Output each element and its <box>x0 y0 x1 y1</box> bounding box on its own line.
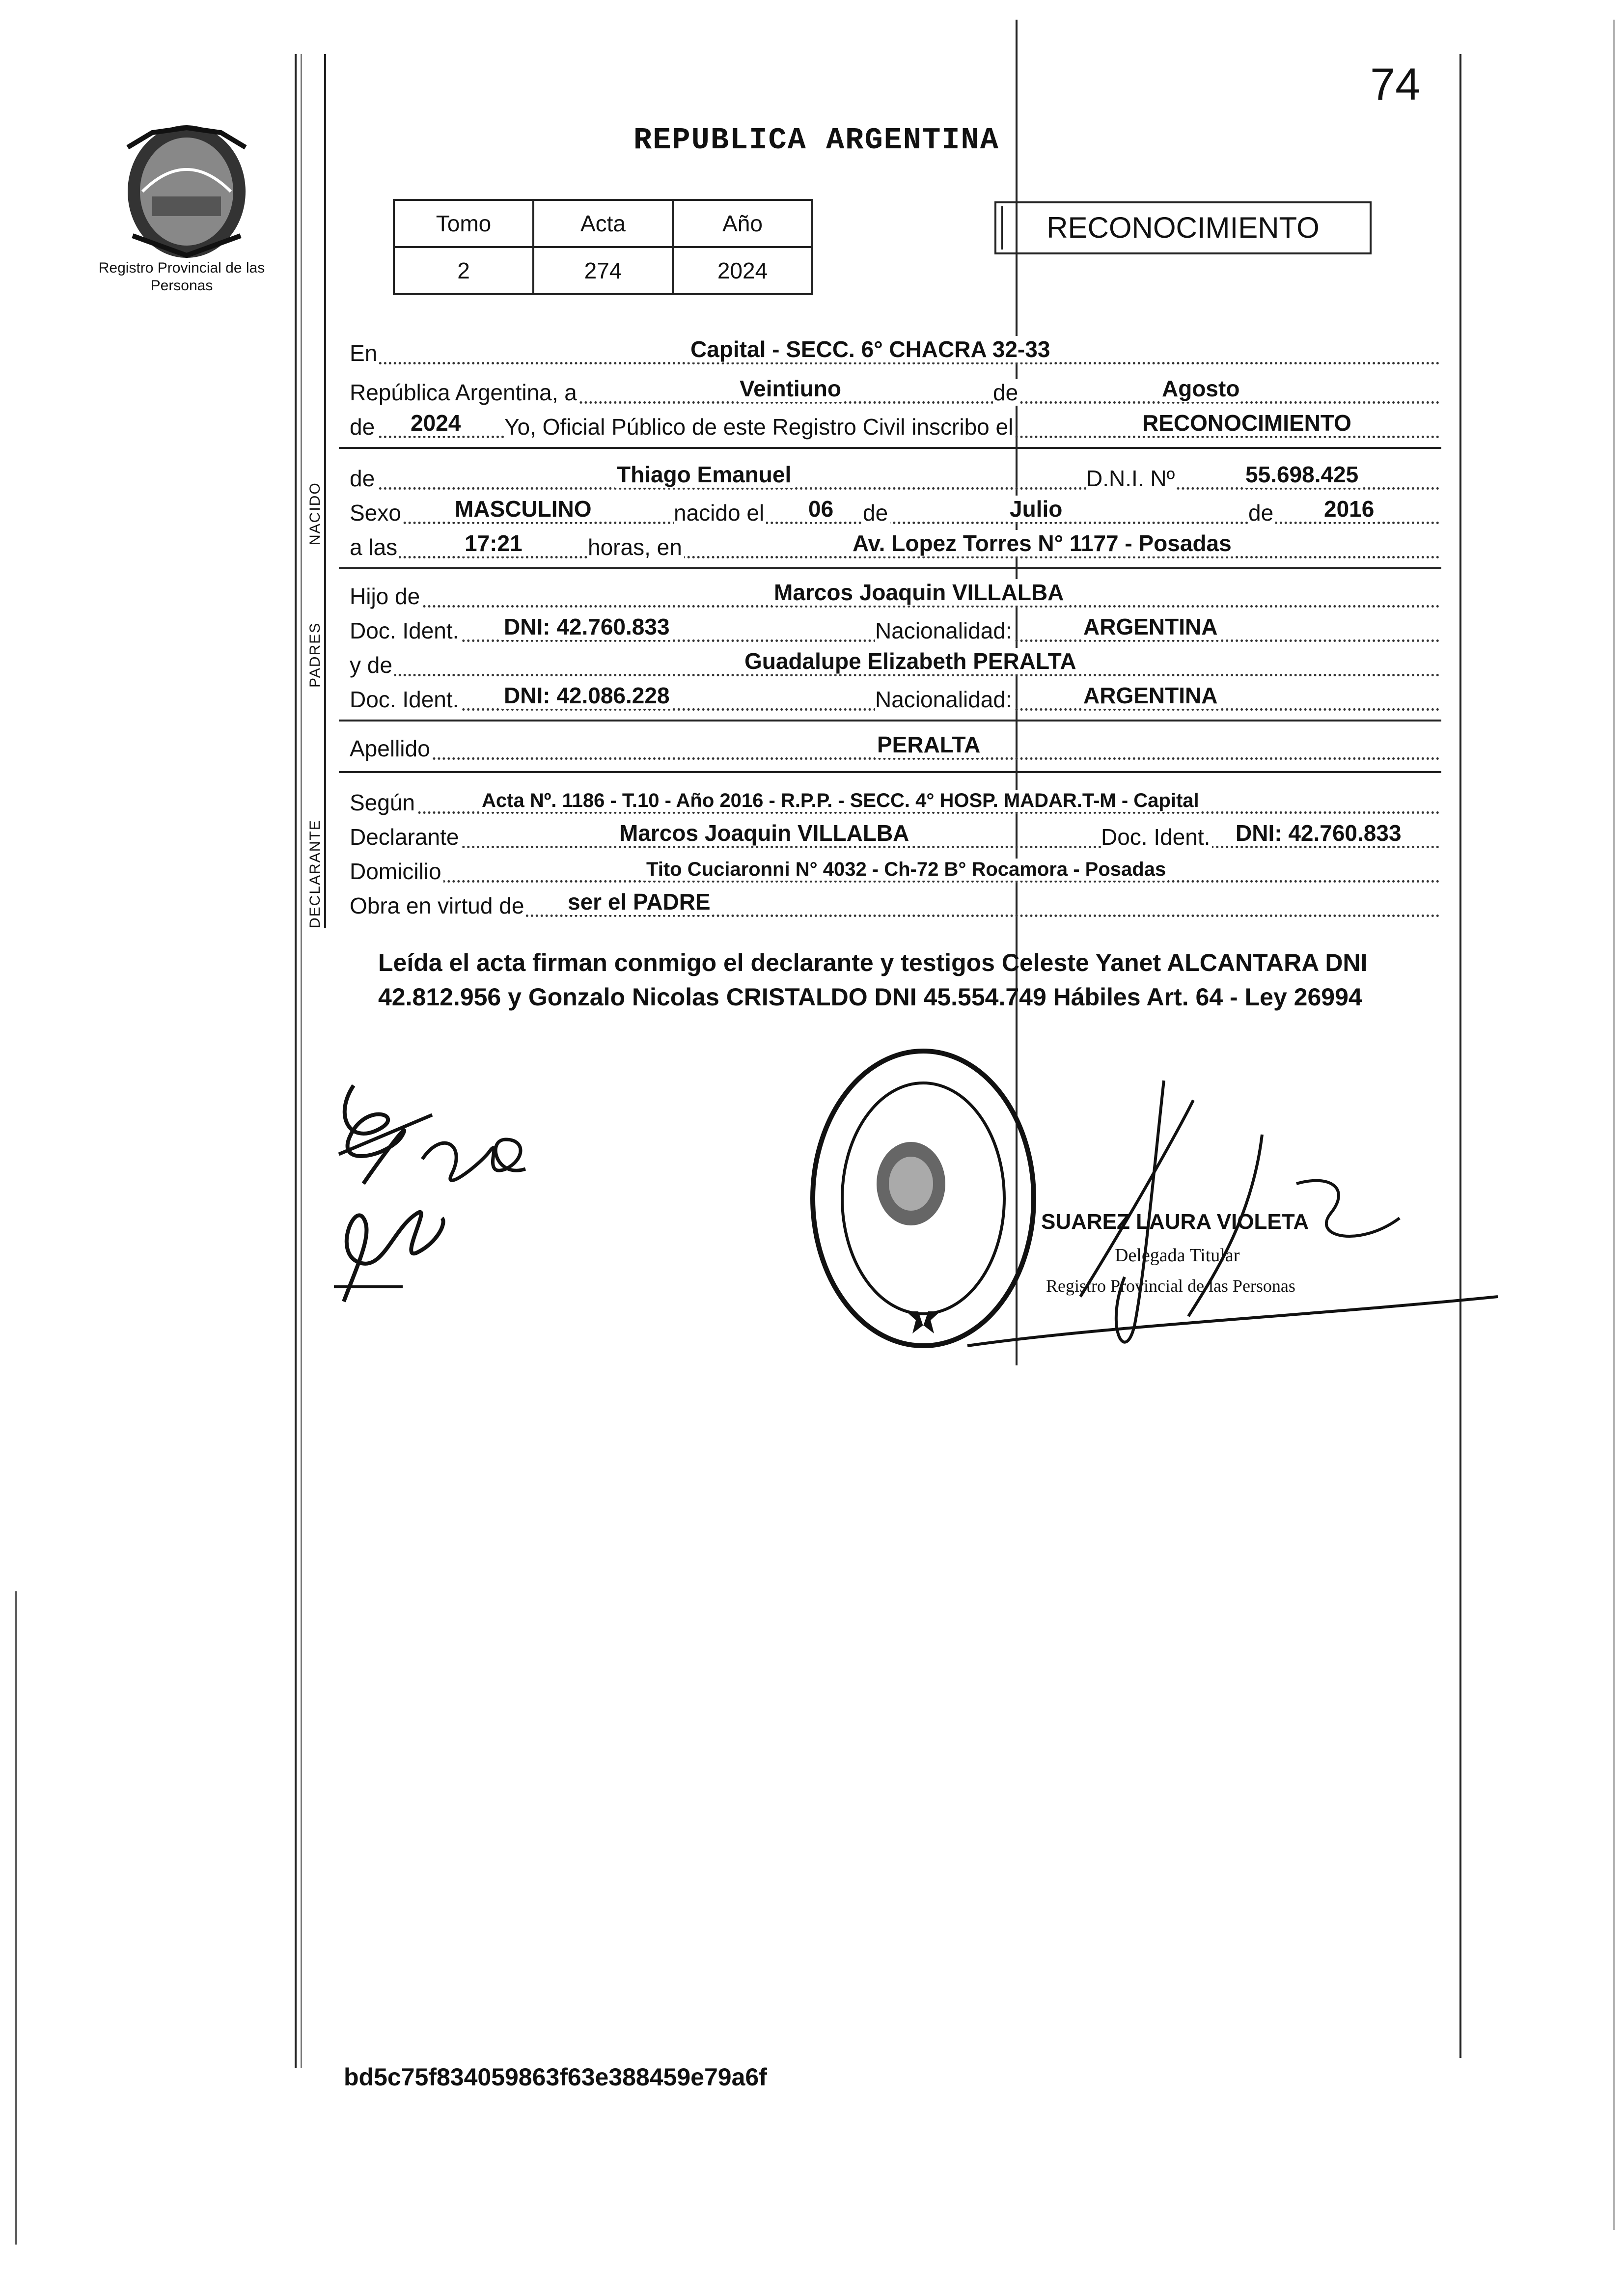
de-label: de <box>993 379 1020 406</box>
row-padre-doc <box>350 616 1440 646</box>
section-divider <box>339 771 1441 773</box>
de-label: de <box>1248 499 1275 526</box>
left-margin-line <box>295 54 297 2068</box>
padre-dni: DNI: 42.760.833 <box>502 613 672 640</box>
closing-note: Leída el acta firman conmigo el declarante y testigos Celeste Yanet ALCANTARA DNI 42.812.956 y Gonzalo Nicolas CRISTALDO DNI 45.554.749 Hábiles Art. 64 - Ley 26994 <box>378 949 1368 1011</box>
anio-value: 2024 <box>409 410 463 436</box>
tomo-header: Tomo <box>394 200 533 247</box>
left-margin-line-inner <box>301 54 302 2068</box>
document-type-box: RECONOCIMIENTO <box>994 201 1372 254</box>
padre-value: Marcos Joaquin VILLALBA <box>772 579 1066 606</box>
tomo-value: 2 <box>394 247 533 294</box>
sexo-label: Sexo <box>350 499 403 526</box>
domicilio-value: Tito Cuciaronni N° 4032 - Ch-72 B° Rocamora - Posadas <box>644 859 1168 881</box>
document-title: REPUBLICA ARGENTINA <box>633 123 999 158</box>
nombre-value: Thiago Emanuel <box>615 461 793 488</box>
madre-nacionalidad: ARGENTINA <box>1081 682 1219 709</box>
apellido-label: Apellido <box>350 735 432 762</box>
nacionalidad-label: Nacionalidad: <box>875 617 1014 644</box>
obra-value: ser el PADRE <box>566 888 713 915</box>
row-inscribo <box>350 410 1440 442</box>
inscribo-value: RECONOCIMIENTO <box>1140 410 1353 436</box>
lugar-value: Av. Lopez Torres N° 1177 - Posadas <box>851 530 1234 556</box>
row-apellido <box>350 734 1440 764</box>
nacido-anio: 2016 <box>1322 496 1376 522</box>
nacido-dia: 06 <box>806 496 835 522</box>
left-border-line <box>324 54 326 928</box>
reference-table <box>393 199 813 295</box>
official-signature <box>958 1071 1498 1375</box>
row-declarante <box>350 820 1440 852</box>
row-padre <box>350 582 1440 611</box>
sexo-value: MASCULINO <box>453 496 594 522</box>
witness-signatures <box>319 1056 575 1321</box>
doc-ident-label: Doc. Ident. <box>350 617 461 644</box>
obra-label: Obra en virtud de <box>350 892 526 919</box>
declarante-label: Declarante <box>350 824 461 850</box>
madre-dni: DNI: 42.086.228 <box>502 682 672 709</box>
edge-line <box>15 1591 17 2245</box>
de-label: de <box>350 414 377 440</box>
stamp-role: Delegada Titular <box>1115 1245 1240 1266</box>
row-domicilio <box>350 857 1440 887</box>
anio-header: Año <box>673 200 812 247</box>
de-label: de <box>863 499 890 526</box>
stamp-office: Registro Provincial de las Personas <box>1046 1276 1295 1296</box>
edge-line <box>1613 20 1615 2230</box>
acta-header: Acta <box>533 200 673 247</box>
nacido-label: nacido el <box>674 499 766 526</box>
alas-label: a las <box>350 534 399 560</box>
row-segun <box>350 788 1440 818</box>
section-divider <box>339 720 1441 721</box>
row-obra <box>350 891 1440 921</box>
row-nombre <box>350 464 1440 494</box>
horas-en-label: horas, en <box>588 534 684 560</box>
section-divider <box>339 567 1441 569</box>
hijo-label: Hijo de <box>350 583 422 610</box>
page-number: 74 <box>1370 59 1421 110</box>
dia-value: Veintiuno <box>738 375 843 402</box>
de-label: de <box>350 465 377 492</box>
misiones-seal-logo <box>113 118 260 265</box>
row-madre <box>350 648 1440 680</box>
declarante-doc-label: Doc. Ident. <box>1101 824 1212 850</box>
en-label: En <box>350 340 379 366</box>
row-madre-doc <box>350 685 1440 715</box>
side-label-declarante: DECLARANTE <box>307 819 323 928</box>
madre-value: Guadalupe Elizabeth PERALTA <box>743 648 1078 674</box>
padre-nacionalidad: ARGENTINA <box>1081 613 1219 640</box>
declarante-dni: DNI: 42.760.833 <box>1234 820 1404 846</box>
segun-label: Según <box>350 789 417 816</box>
nacionalidad-label: Nacionalidad: <box>875 686 1014 713</box>
hora-value: 17:21 <box>463 530 524 556</box>
acta-value: 274 <box>533 247 673 294</box>
section-divider <box>339 447 1441 449</box>
row-en <box>350 336 1440 368</box>
stamp-name: SUAREZ LAURA VIOLETA <box>1041 1210 1309 1234</box>
registry-caption: Registro Provincial de las Personas <box>98 260 265 294</box>
side-label-padres: PADRES <box>307 622 323 688</box>
segun-value: Acta Nº. 1186 - T.10 - Año 2016 - R.P.P. - SECC. 4° HOSP. MADAR.T-M - Capital <box>480 790 1201 812</box>
inscribo-label: Yo, Oficial Público de este Registro Civil inscribo el <box>504 414 1015 440</box>
document-hash: bd5c75f834059863f63e388459e79a6f <box>344 2063 767 2091</box>
row-sexo <box>350 496 1440 528</box>
right-border-line <box>1459 54 1461 2058</box>
republica-label: República Argentina, a <box>350 379 579 406</box>
doc-ident-label: Doc. Ident. <box>350 686 461 713</box>
dni-value: 55.698.425 <box>1243 461 1360 488</box>
row-fecha <box>350 378 1440 408</box>
domicilio-label: Domicilio <box>350 858 443 885</box>
mes-value: Agosto <box>1160 375 1241 402</box>
side-label-nacido: NACIDO <box>307 482 323 545</box>
anio-value: 2024 <box>673 247 812 294</box>
apellido-value: PERALTA <box>875 731 982 758</box>
en-value: Capital - SECC. 6° CHACRA 32-33 <box>688 336 1052 362</box>
row-hora <box>350 530 1440 562</box>
declarante-value: Marcos Joaquin VILLALBA <box>617 820 911 846</box>
nacido-mes: Julio <box>1008 496 1064 522</box>
yde-label: y de <box>350 652 394 678</box>
dni-label: D.N.I. Nº <box>1086 465 1177 492</box>
